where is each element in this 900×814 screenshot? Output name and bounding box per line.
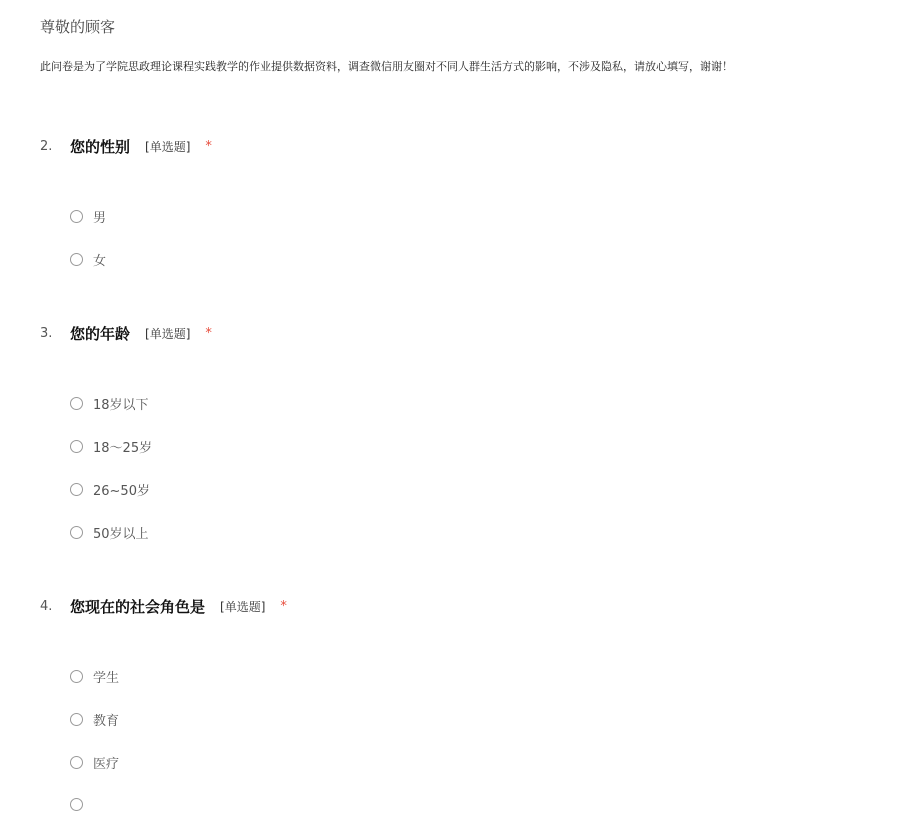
question-number: 4. bbox=[40, 598, 53, 614]
question-header bbox=[40, 321, 212, 345]
radio-option[interactable] bbox=[70, 794, 93, 814]
question-type-label: [单选题] bbox=[145, 139, 191, 154]
radio-button-icon[interactable] bbox=[70, 798, 83, 811]
question-number: 2. bbox=[40, 138, 53, 154]
question-number: 3. bbox=[40, 325, 53, 341]
radio-button-icon[interactable] bbox=[70, 670, 83, 683]
question-title: 您的年龄 bbox=[70, 324, 131, 343]
required-marker: * bbox=[205, 138, 212, 154]
question-title: 您现在的社会角色是 bbox=[70, 597, 206, 616]
required-marker: * bbox=[205, 325, 212, 341]
question-header bbox=[40, 594, 287, 618]
option-label: 医疗 bbox=[93, 756, 120, 772]
greeting-heading: 尊敬的顾客 bbox=[40, 18, 116, 36]
option-label: 50岁以上 bbox=[93, 526, 149, 542]
radio-button-icon[interactable] bbox=[70, 210, 83, 223]
option-label: 18～25岁 bbox=[93, 440, 153, 456]
radio-option[interactable] bbox=[70, 479, 150, 499]
option-label: 女 bbox=[93, 253, 107, 269]
radio-button-icon[interactable] bbox=[70, 756, 83, 769]
option-label: 男 bbox=[93, 210, 107, 226]
required-marker: * bbox=[280, 598, 287, 614]
option-label: 教育 bbox=[93, 713, 120, 729]
radio-option[interactable] bbox=[70, 436, 152, 456]
question-type-label: [单选题] bbox=[145, 326, 191, 341]
option-label: 18岁以下 bbox=[93, 397, 149, 413]
radio-option[interactable] bbox=[70, 522, 149, 542]
radio-option[interactable] bbox=[70, 206, 106, 226]
question-header bbox=[40, 134, 212, 158]
radio-button-icon[interactable] bbox=[70, 713, 83, 726]
survey-intro-text: 此问卷是为了学院思政理论课程实践教学的作业提供数据资料，调查微信朋友圈对不同人群生活方式的影响，不涉及隐私，请放心填写，谢谢！ bbox=[40, 60, 733, 73]
radio-option[interactable] bbox=[70, 249, 106, 269]
radio-button-icon[interactable] bbox=[70, 253, 83, 266]
radio-button-icon[interactable] bbox=[70, 483, 83, 496]
radio-button-icon[interactable] bbox=[70, 440, 83, 453]
option-label: 学生 bbox=[93, 670, 120, 686]
radio-button-icon[interactable] bbox=[70, 397, 83, 410]
option-label: 26~50岁 bbox=[93, 483, 150, 499]
radio-button-icon[interactable] bbox=[70, 526, 83, 539]
question-type-label: [单选题] bbox=[220, 599, 266, 614]
radio-option[interactable] bbox=[70, 666, 119, 686]
question-title: 您的性别 bbox=[70, 137, 131, 156]
radio-option[interactable] bbox=[70, 393, 149, 413]
radio-option[interactable] bbox=[70, 709, 119, 729]
radio-option[interactable] bbox=[70, 752, 119, 772]
